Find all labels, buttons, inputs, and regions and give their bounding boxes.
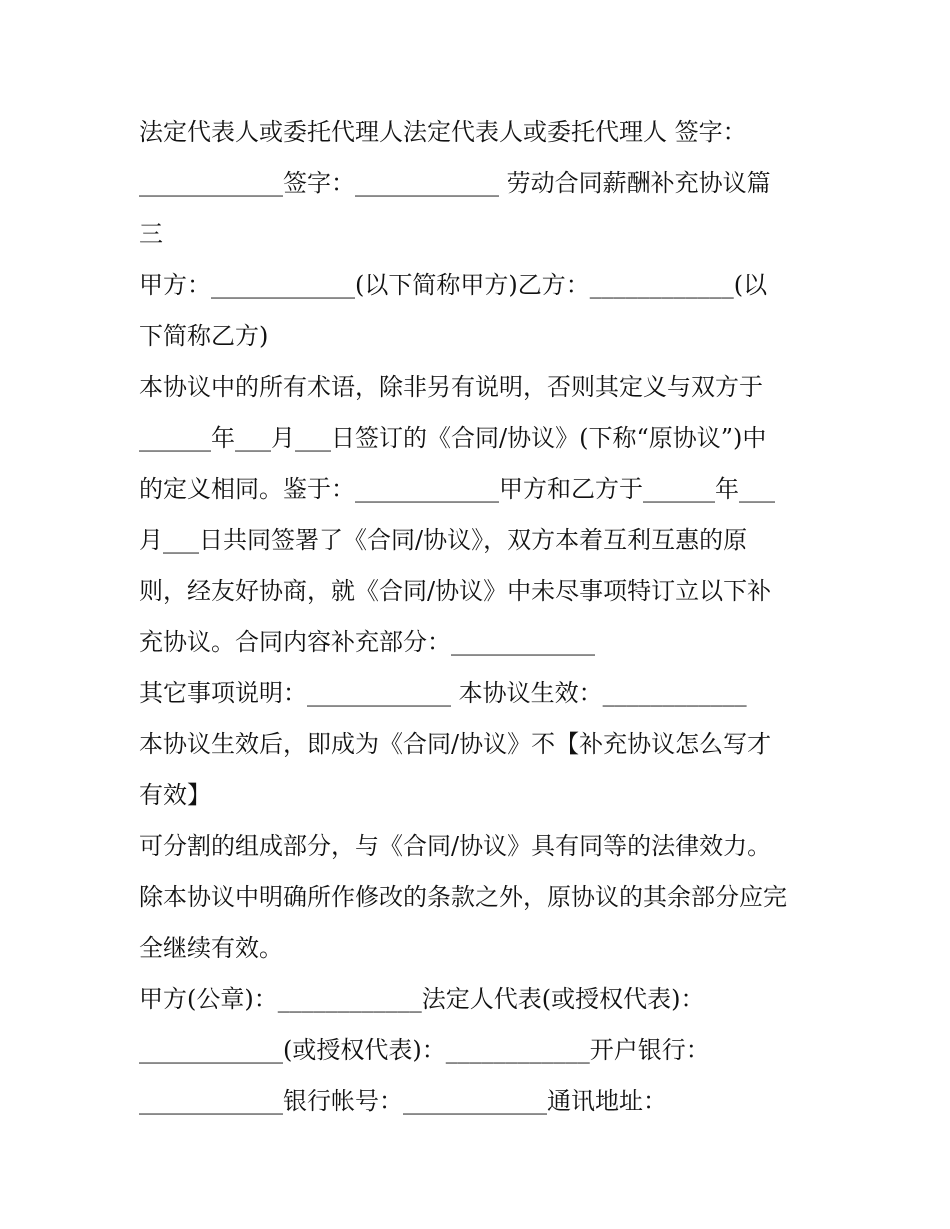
text-line: 除本协议中明确所作修改的条款之外，原协议的其余部分应完	[139, 883, 787, 911]
text-line: 可分割的组成部分，与《合同/协议》具有同等的法律效力。	[139, 832, 772, 860]
text-line: ____________(或授权代表)：____________开户银行：	[139, 1036, 710, 1064]
document-body	[139, 107, 819, 1127]
text-line: 三	[139, 220, 163, 248]
text-line: 本协议中的所有术语，除非另有说明，否则其定义与双方于	[139, 373, 763, 401]
text-line: 的定义相同。鉴于：____________甲方和乙方于______年___	[139, 475, 775, 503]
text-line: 其它事项说明：____________ 本协议生效：____________	[139, 679, 747, 707]
text-line: ____________签字：____________ 劳动合同薪酬补充协议篇	[139, 169, 771, 197]
text-line: 有效】	[139, 781, 211, 809]
text-line: ____________银行帐号：____________通讯地址：	[139, 1087, 667, 1115]
text-line: 下简称乙方)	[139, 322, 269, 350]
text-line: 甲方(公章)：____________法定人代表(或授权代表)：	[139, 985, 705, 1013]
text-line: 全继续有效。	[139, 934, 283, 962]
text-line: 甲方：____________(以下简称甲方)乙方：____________(以	[139, 271, 768, 299]
text-line: 月___日共同签署了《合同/协议》，双方本着互利互惠的原	[139, 526, 748, 554]
text-line: 充协议。合同内容补充部分：____________	[139, 628, 595, 656]
text-line: 则，经友好协商，就《合同/协议》中未尽事项特订立以下补	[139, 577, 772, 605]
text-line: 本协议生效后，即成为《合同/协议》不【补充协议怎么写才	[139, 730, 772, 758]
text-line: ______年___月___日签订的《合同/协议》(下称“原协议”)中	[139, 424, 767, 452]
text-line: 法定代表人或委托代理人法定代表人或委托代理人 签字：	[139, 118, 747, 146]
